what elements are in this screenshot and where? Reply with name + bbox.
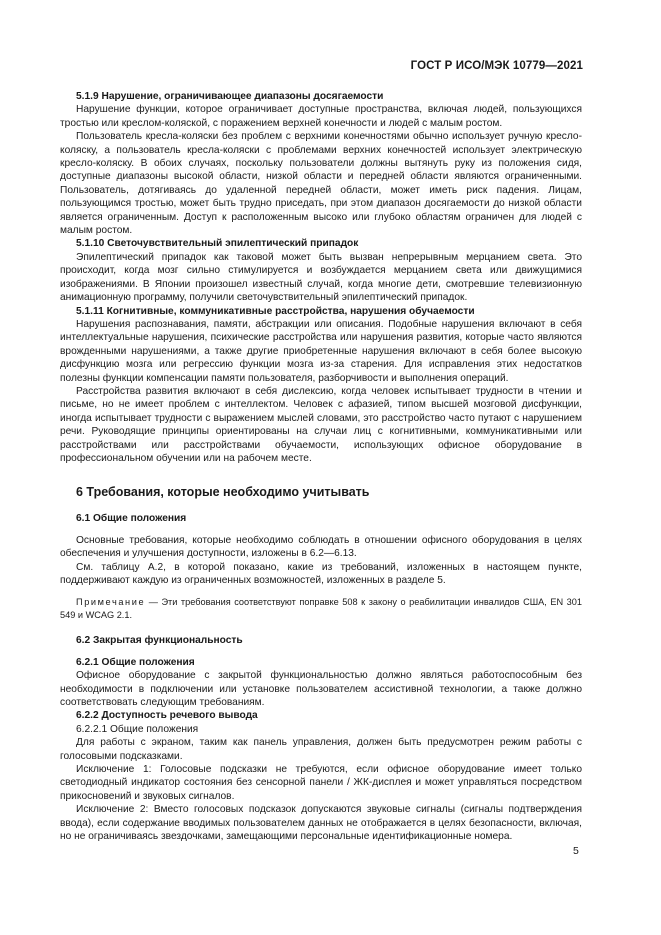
section-5-1-11-paragraph-1: Нарушения распознавания, памяти, абстракции или описания. Подобные нарушения включают в себя интеллектуальные нарушения, психические расстройства или нарушения развития, которые часто являются врожденными нарушениями, а также другие приобретенные нарушения включают в себя более высокую дисфункцию мозга или регрессию функции мозга из-за старения. Для исправления этих недостатков полезны функции компенсации памяти пользователя, разборчивости и выполнения операций.: [60, 318, 582, 384]
section-6-2-1-heading: 6.2.1 Общие положения: [76, 656, 195, 668]
document-body: [60, 90, 582, 844]
page-number: 5: [573, 845, 579, 857]
section-6-2-heading: 6.2 Закрытая функциональность: [76, 635, 243, 647]
document-header: ГОСТ Р ИСО/МЭК 10779—2021: [410, 60, 583, 72]
section-5-1-10-heading: 5.1.10 Светочувствительный эпилептический припадок: [76, 238, 359, 250]
section-5-1-9-paragraph-2: Пользователь кресла-коляски без проблем с верхними конечностями обычно использует ручную кресло-коляску, а пользователь кресла-коляски с проблемами верхних конечностей использует электрическую кресло-коляску. В обоих случаях, поскольку пользователи должны вытянуть руку из положения сидя, доступные диапазоны высокой области, низкой области и передней области являются ограниченными. Пользователь, дотягиваясь до удаленной передней области, может иметь риск падения. Лицам, пользующимся тростью, может быть трудно приседать, при этом диапазон досягаемости до низкой области является ограниченным. Доступ к расположенным высоко или глубоко областям ограничен для людей с малым ростом.: [60, 131, 582, 237]
section-5-1-9-paragraph-1: Нарушение функции, которое ограничивает доступные пространства, включая людей, пользующихся тростью или креслом-коляской, с поражением верхней конечности и людей с малым ростом.: [60, 104, 582, 129]
section-5-1-11-heading: 5.1.11 Когнитивные, коммуникативные расстройства, нарушения обучаемости: [76, 305, 475, 317]
section-5-1-10-paragraph-1: Эпилептический припадок как таковой может быть вызван непрерывным мерцанием света. Это происходит, когда мозг сильно стимулируется и возбуждается мерцанием света или движущимися изображениями. В Японии произошел известный случай, когда многие дети, смотревшие телевизионную анимационную программу, получили светочувствительный эпилептический припадок.: [60, 251, 582, 304]
note-text: — Эти требования соответствуют поправке 508 к закону о реабилитации инвалидов США, EN 301 549 и WCAG 2.1.: [60, 597, 582, 620]
section-5-1-9-heading: 5.1.9 Нарушение, ограничивающее диапазоны досягаемости: [76, 91, 384, 102]
section-6-1-paragraph-1: Основные требования, которые необходимо соблюдать в отношении офисного оборудования в целях обеспечения и улучшения доступности, изложены в 6.2—6.13.: [60, 534, 582, 560]
section-6-1-heading: 6.1 Общие положения: [76, 513, 187, 525]
note-label: Примечание: [76, 597, 146, 608]
section-6-2-2-heading: 6.2.2 Доступность речевого вывода: [76, 710, 258, 722]
section-6-1-paragraph-2: См. таблицу А.2, в которой показано, какие из требований, изложенных в настоящем пункте, поддерживают каждую из ограниченных возможностей, изложенных в разделе 5.: [60, 561, 582, 586]
section-6-heading: 6 Требования, которые необходимо учитывать: [76, 485, 370, 500]
section-5-1-11-paragraph-2: Расстройства развития включают в себя дислексию, когда человек испытывает трудности в чтении и письме, но не имеет проблем с интеллектом. Человек с афазией, типом высшей мозговой дисфункции, иногда испытывает трудности с выражением мыслей словами, это расстройство часто путают с нарушением речи. Руководящие принципы ориентированы на случаи лиц с когнитивными, коммуникативными или расстройствами или расстройствами обучаемости, использующих офисное оборудование в профессиональном обучении или на рабочем месте.: [60, 385, 582, 464]
section-6-2-2-1-paragraph-1: Для работы с экраном, таким как панель управления, должен быть предусмотрен режим работы с голосовыми подсказками.: [60, 737, 582, 762]
note: [60, 596, 582, 621]
section-6-2-1-paragraph-1: Офисное оборудование с закрытой функциональностью должно являться работоспособным без необходимости в подключении или установке пользователем ассистивной технологии, а также должно соответствовать следующим требованиям.: [60, 670, 582, 709]
section-6-2-2-1-heading: 6.2.2.1 Общие положения: [76, 723, 199, 735]
section-6-2-2-1-exception-1: Исключение 1: Голосовые подсказки не требуются, если офисное оборудование имеет только светодиодный индикатор состояния без сенсорной панели / ЖК-дисплея и может управляться посредством прикосновений и звуковых сигналов.: [60, 764, 582, 802]
section-6-2-2-1-exception-2: Исключение 2: Вместо голосовых подсказок допускаются звуковые сигналы (сигналы подтверждения ввода), если содержание вводимых пользователем данных не отображается в целях безопасности, включая, но не ограничиваясь звездочками, замещающими персональные идентификационные номера.: [60, 804, 582, 843]
